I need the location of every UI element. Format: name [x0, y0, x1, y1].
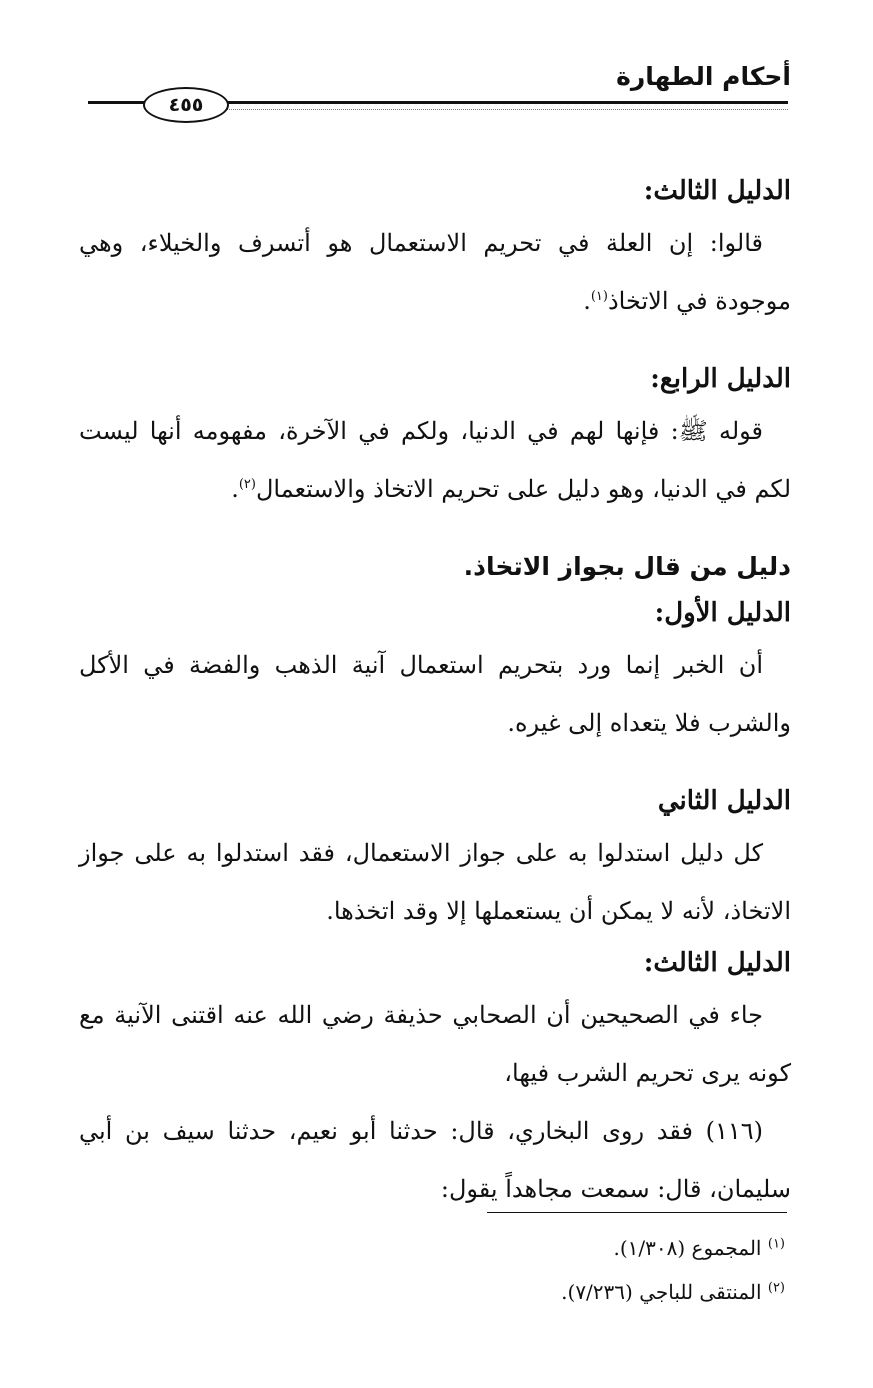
paragraph-end: .: [583, 287, 591, 315]
main-text: [79, 168, 791, 1218]
footnote-text: المجموع (١/٣٠٨).: [613, 1236, 762, 1260]
paragraph-text: قالوا: إن العلة في تحريم الاستعمال هو أتسرف والخيلاء، وهي موجودة في الاتخاذ: [79, 229, 791, 315]
footnote-mark: (٢): [767, 1280, 785, 1296]
footnotes: [79, 1226, 791, 1314]
section-heading: دليل من قال بجواز الاتخاذ.: [463, 552, 791, 581]
footnote-rule: [487, 1212, 787, 1213]
paragraph: أن الخبر إنما ورد بتحريم استعمال آنية الذهب والفضة في الأكل والشرب فلا يتعداه إلى غيره.: [79, 651, 791, 737]
footnote-ref: (١): [590, 289, 608, 304]
heading-fourth-evidence: الدليل الرابع:: [650, 364, 791, 394]
paragraph: [79, 402, 791, 518]
paragraph: (١١٦) فقد روى البخاري، قال: حدثنا أبو نعيم، حدثنا سيف بن أبي سليمان، قال: سمعت مجاهداً يقول:: [79, 1117, 791, 1203]
paragraph: [79, 214, 791, 330]
footnote: [79, 1270, 791, 1314]
footnote: [79, 1226, 791, 1270]
footnote-ref: (٢): [238, 477, 256, 492]
paragraph: كل دليل استدلوا به على جواز الاستعمال، فقد استدلوا به على جواز الاتخاذ، لأنه لا يمكن أن يستعملها إلا وقد اتخذها.: [79, 839, 791, 925]
heading-second-evidence: الدليل الثاني: [657, 786, 791, 816]
header-dotted-rule: [225, 109, 788, 110]
paragraph: جاء في الصحيحين أن الصحابي حذيفة رضي الله عنه اقتنى الآنية مع كونه يرى تحريم الشرب فيها،: [79, 1001, 791, 1087]
heading-third-evidence: الدليل الثالث:: [643, 176, 791, 206]
heading-third-evidence-2: الدليل الثالث:: [643, 948, 791, 978]
running-title: أحكام الطهارة: [616, 62, 791, 91]
footnote-mark: (١): [767, 1236, 785, 1252]
paragraph-text: قوله ﷺ: فإنها لهم في الدنيا، ولكم في الآخرة، مفهومه أنها ليست لكم في الدنيا، وهو دليل على تحريم الاتخاذ والاستعمال: [79, 417, 791, 503]
paragraph-end: .: [231, 475, 239, 503]
page-number: ٤٥٥: [143, 87, 229, 123]
heading-first-evidence: الدليل الأول:: [654, 598, 791, 628]
footnote-text: المنتقى للباجي (٧/٢٣٦).: [561, 1280, 762, 1304]
